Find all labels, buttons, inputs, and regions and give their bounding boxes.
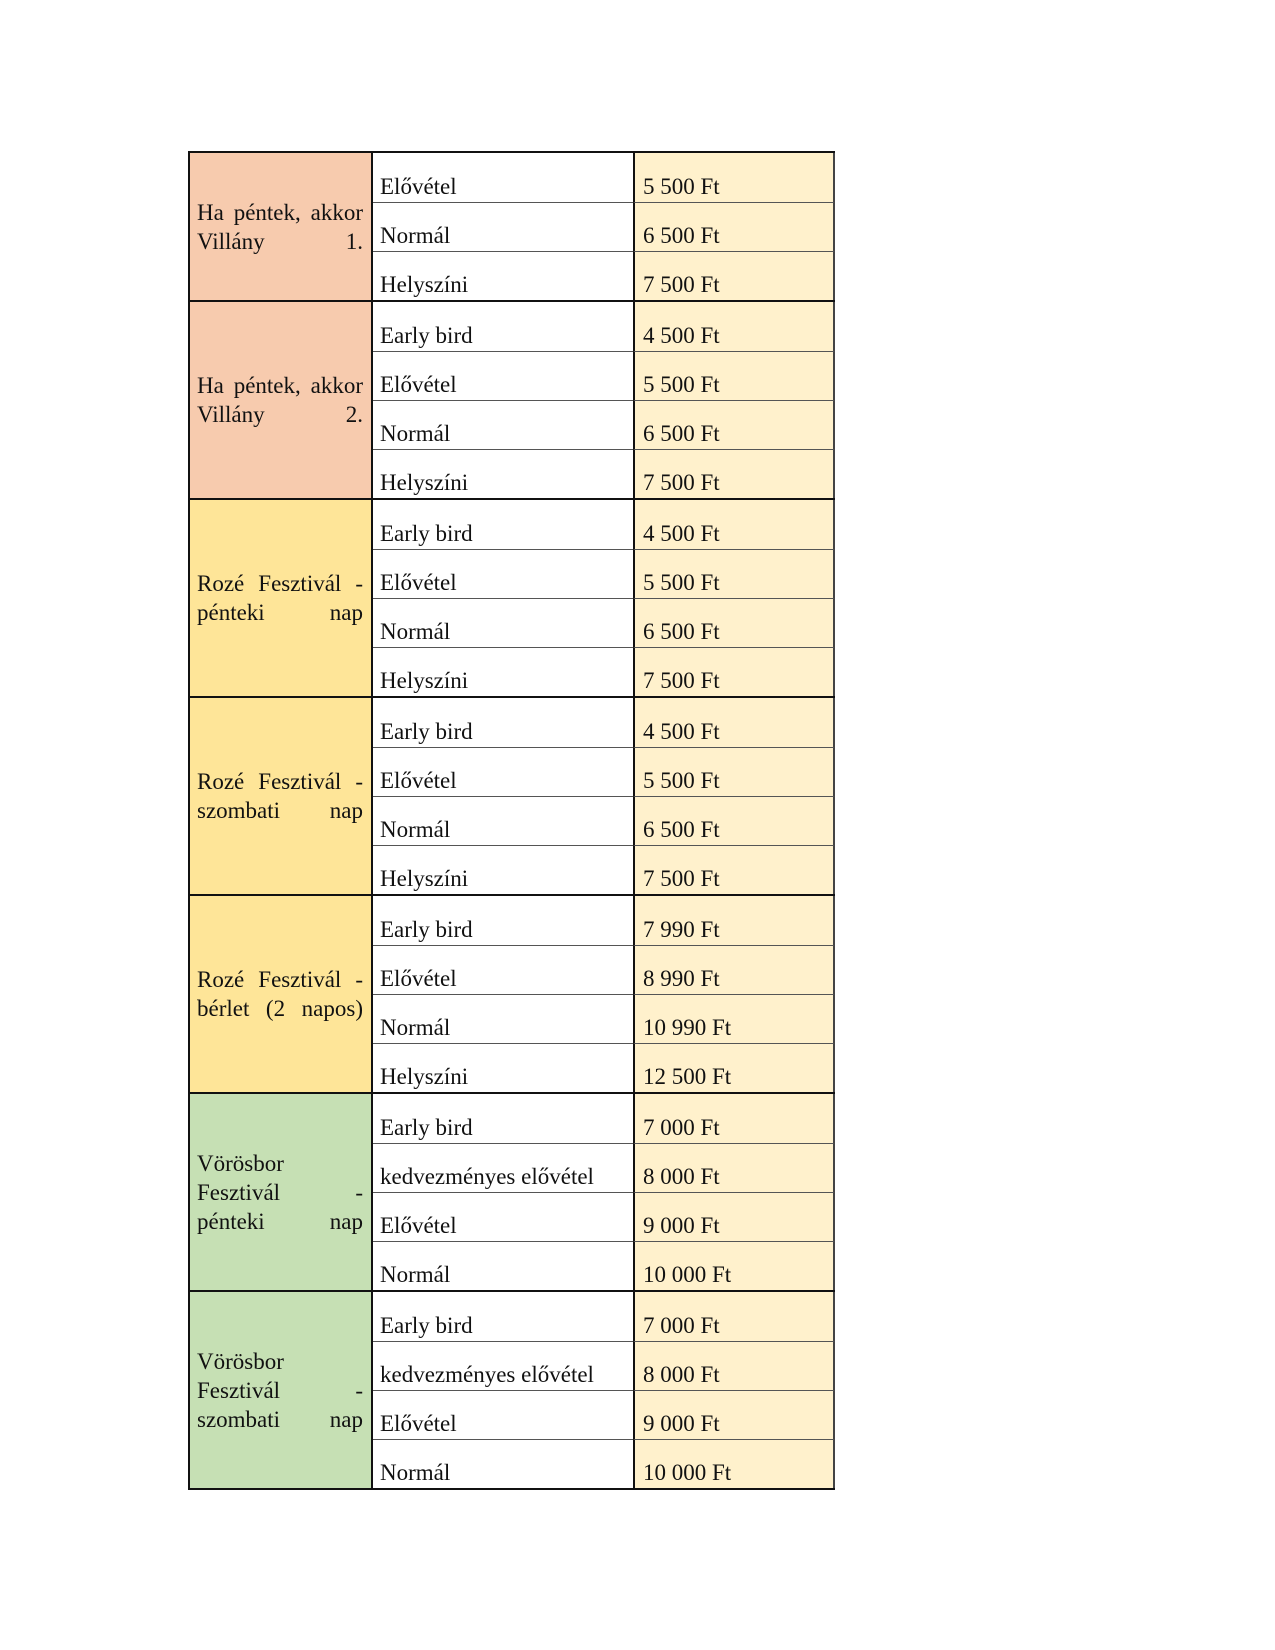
ticket-type: Early bird	[373, 1292, 633, 1341]
group-name: Rozé Fesztivál - pénteki nap	[197, 571, 363, 625]
ticket-type: Elővétel	[373, 747, 633, 796]
ticket-price: 6 500 Ft	[633, 400, 835, 449]
group-name-cell	[188, 500, 373, 696]
table-row	[373, 500, 835, 549]
ticket-price: 6 500 Ft	[633, 796, 835, 845]
ticket-group	[188, 302, 835, 500]
ticket-price: 8 990 Ft	[633, 945, 835, 994]
group-name-cell	[188, 153, 373, 300]
ticket-group	[188, 1292, 835, 1490]
ticket-group	[188, 896, 835, 1094]
ticket-type: Elővétel	[373, 351, 633, 400]
ticket-type: Normál	[373, 1439, 633, 1488]
table-row	[373, 1143, 835, 1192]
table-row	[373, 796, 835, 845]
ticket-price: 5 500 Ft	[633, 747, 835, 796]
ticket-price: 7 000 Ft	[633, 1292, 835, 1341]
ticket-type: Early bird	[373, 896, 633, 945]
table-row	[373, 994, 835, 1043]
table-row	[373, 1292, 835, 1341]
table-row	[373, 449, 835, 498]
ticket-price: 7 990 Ft	[633, 896, 835, 945]
ticket-price: 10 000 Ft	[633, 1439, 835, 1488]
table-row	[373, 1341, 835, 1390]
group-name: Rozé Fesztivál - bérlet (2 napos)	[197, 967, 363, 1021]
ticket-price: 7 500 Ft	[633, 647, 835, 696]
table-row	[373, 845, 835, 894]
ticket-type: Elővétel	[373, 549, 633, 598]
ticket-price: 10 000 Ft	[633, 1241, 835, 1290]
ticket-type: Helyszíni	[373, 647, 633, 696]
group-name: Vörösbor Fesztivál - szombati nap	[197, 1348, 363, 1432]
ticket-type: Normál	[373, 598, 633, 647]
ticket-price: 10 990 Ft	[633, 994, 835, 1043]
group-name: Vörösbor Fesztivál - pénteki nap	[197, 1150, 363, 1234]
ticket-type: kedvezményes elővétel	[373, 1341, 633, 1390]
ticket-type: Helyszíni	[373, 251, 633, 300]
table-row	[373, 598, 835, 647]
ticket-type: Normál	[373, 1241, 633, 1290]
group-name-cell	[188, 1292, 373, 1488]
ticket-price: 4 500 Ft	[633, 698, 835, 747]
table-row	[373, 202, 835, 251]
table-row	[373, 1390, 835, 1439]
ticket-type: Normál	[373, 796, 633, 845]
group-name-cell	[188, 1094, 373, 1290]
group-name: Rozé Fesztivál - szombati nap	[197, 769, 363, 823]
ticket-type: Helyszíni	[373, 449, 633, 498]
table-row	[373, 698, 835, 747]
table-row	[373, 1192, 835, 1241]
ticket-type: Helyszíni	[373, 845, 633, 894]
ticket-type: Early bird	[373, 500, 633, 549]
table-row	[373, 549, 835, 598]
table-row	[373, 251, 835, 300]
table-row	[373, 1043, 835, 1092]
ticket-price: 6 500 Ft	[633, 598, 835, 647]
ticket-group	[188, 151, 835, 302]
table-row	[373, 302, 835, 351]
ticket-price: 7 000 Ft	[633, 1094, 835, 1143]
ticket-type: Normál	[373, 202, 633, 251]
ticket-price: 5 500 Ft	[633, 153, 835, 202]
table-row	[373, 896, 835, 945]
price-table	[188, 151, 835, 1490]
table-row	[373, 1439, 835, 1488]
table-row	[373, 400, 835, 449]
ticket-price: 9 000 Ft	[633, 1390, 835, 1439]
ticket-price: 12 500 Ft	[633, 1043, 835, 1092]
ticket-type: Elővétel	[373, 945, 633, 994]
ticket-type: Early bird	[373, 1094, 633, 1143]
ticket-type: Early bird	[373, 698, 633, 747]
ticket-price: 5 500 Ft	[633, 351, 835, 400]
ticket-price: 5 500 Ft	[633, 549, 835, 598]
ticket-group	[188, 698, 835, 896]
ticket-price: 9 000 Ft	[633, 1192, 835, 1241]
ticket-price: 6 500 Ft	[633, 202, 835, 251]
ticket-type: Early bird	[373, 302, 633, 351]
ticket-price: 4 500 Ft	[633, 500, 835, 549]
ticket-type: Normál	[373, 400, 633, 449]
table-row	[373, 647, 835, 696]
table-row	[373, 747, 835, 796]
group-name-cell	[188, 896, 373, 1092]
group-name: Ha péntek, akkor Villány 2.	[197, 373, 363, 427]
group-name: Ha péntek, akkor Villány 1.	[197, 199, 363, 254]
group-name-cell	[188, 698, 373, 894]
table-row	[373, 153, 835, 202]
ticket-group	[188, 500, 835, 698]
table-row	[373, 1094, 835, 1143]
group-name-cell	[188, 302, 373, 498]
ticket-type: Elővétel	[373, 1192, 633, 1241]
ticket-price: 7 500 Ft	[633, 449, 835, 498]
table-row	[373, 1241, 835, 1290]
ticket-price: 7 500 Ft	[633, 251, 835, 300]
ticket-type: kedvezményes elővétel	[373, 1143, 633, 1192]
ticket-price: 8 000 Ft	[633, 1341, 835, 1390]
table-row	[373, 351, 835, 400]
ticket-type: Normál	[373, 994, 633, 1043]
ticket-type: Elővétel	[373, 153, 633, 202]
table-row	[373, 945, 835, 994]
ticket-price: 8 000 Ft	[633, 1143, 835, 1192]
ticket-price: 7 500 Ft	[633, 845, 835, 894]
ticket-type: Elővétel	[373, 1390, 633, 1439]
ticket-group	[188, 1094, 835, 1292]
ticket-type: Helyszíni	[373, 1043, 633, 1092]
ticket-price: 4 500 Ft	[633, 302, 835, 351]
